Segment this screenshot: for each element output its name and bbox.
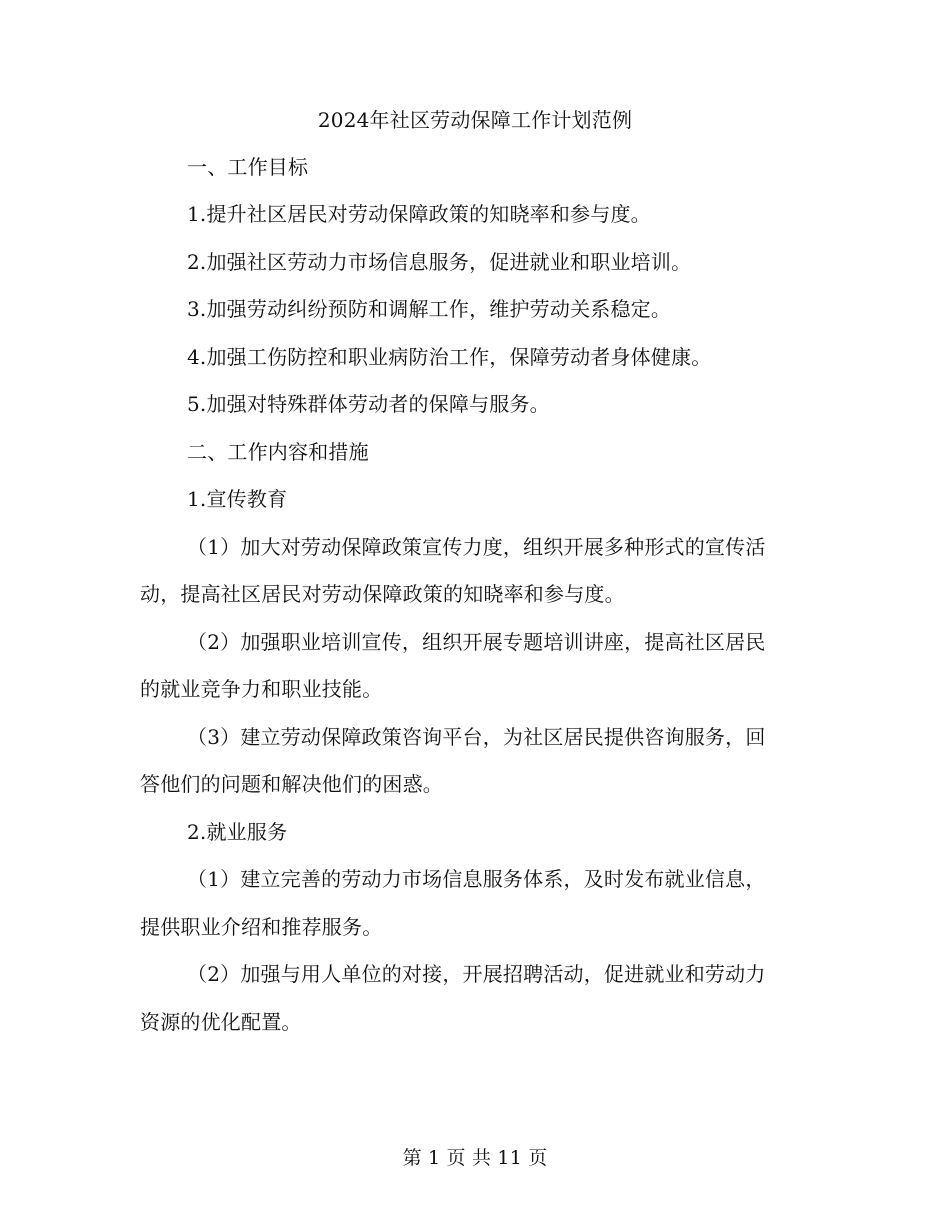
paragraph-line: （2）加强与用人单位的对接，开展招聘活动，促进就业和劳动力 — [187, 962, 766, 986]
goal-item-5: 5.加强对特殊群体劳动者的保障与服务。 — [187, 392, 550, 416]
paragraph-line: 资源的优化配置。 — [140, 1010, 302, 1034]
paragraph-line: （1）加大对劳动保障政策宣传力度，组织开展多种形式的宣传活 — [187, 535, 766, 559]
goal-item-4: 4.加强工伤防控和职业病防治工作，保障劳动者身体健康。 — [187, 345, 712, 369]
paragraph-line: （3）建立劳动保障政策咨询平台，为社区居民提供咨询服务，回 — [187, 725, 766, 749]
page-footer: 第 1 页 共 11 页 — [402, 1147, 548, 1169]
subsection-heading-publicity: 1.宣传教育 — [187, 487, 288, 511]
paragraph-line: 提供职业介绍和推荐服务。 — [140, 915, 383, 939]
subsection-heading-employment: 2.就业服务 — [187, 820, 288, 844]
section-heading-measures: 二、工作内容和措施 — [187, 440, 369, 464]
goal-item-2: 2.加强社区劳动力市场信息服务，促进就业和职业培训。 — [187, 250, 692, 274]
paragraph-line: （2）加强职业培训宣传，组织开展专题培训讲座，提高社区居民 — [187, 630, 766, 654]
paragraph-line: 答他们的问题和解决他们的困惑。 — [140, 772, 443, 796]
paragraph-line: 的就业竞争力和职业技能。 — [140, 677, 383, 701]
section-heading-goals: 一、工作目标 — [187, 155, 309, 179]
paragraph-line: 动，提高社区居民对劳动保障政策的知晓率和参与度。 — [140, 582, 625, 606]
page-title: 2024年社区劳动保障工作计划范例 — [317, 108, 633, 132]
goal-item-1: 1.提升社区居民对劳动保障政策的知晓率和参与度。 — [187, 202, 651, 226]
paragraph-line: （1）建立完善的劳动力市场信息服务体系，及时发布就业信息， — [187, 867, 766, 891]
goal-item-3: 3.加强劳动纠纷预防和调解工作，维护劳动关系稳定。 — [187, 297, 672, 321]
